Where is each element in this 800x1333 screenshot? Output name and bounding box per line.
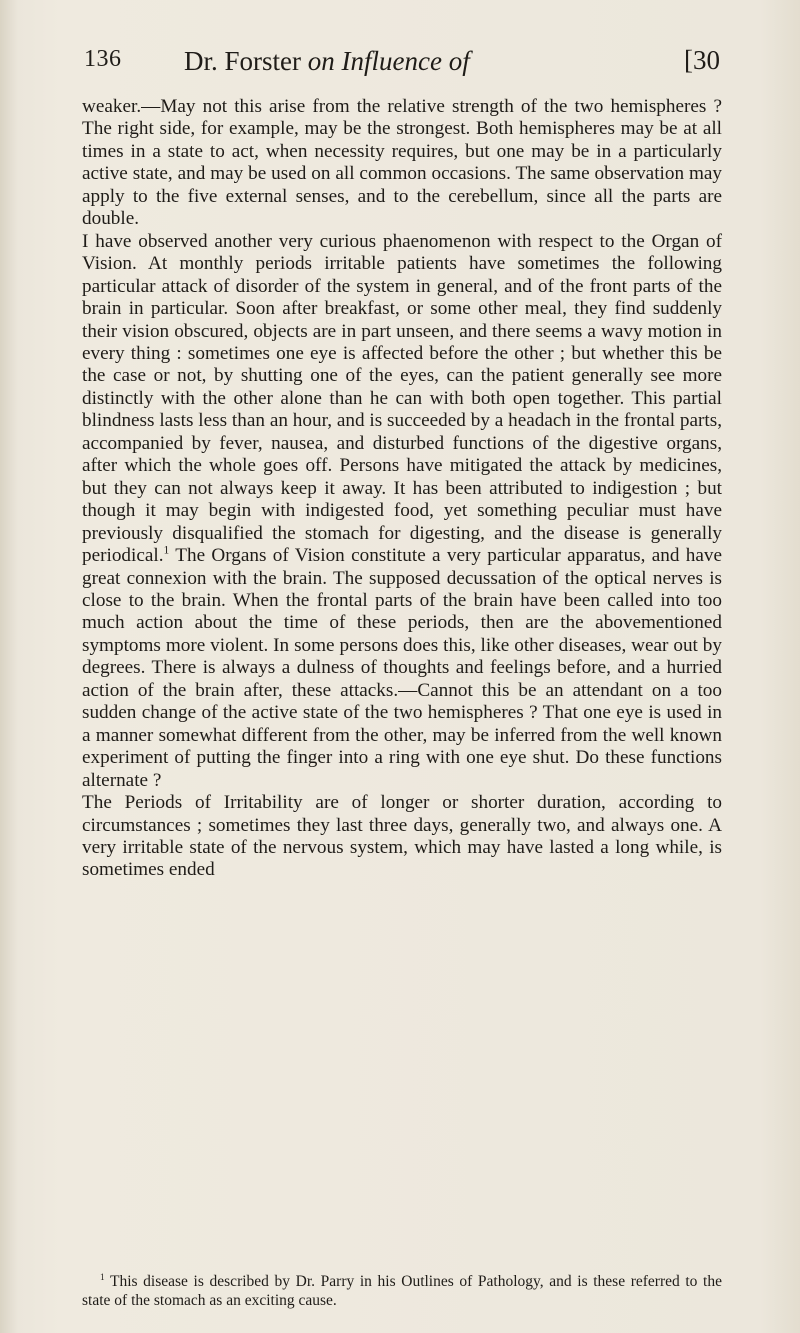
footnote (82, 1272, 722, 1310)
paragraph-2 (82, 231, 722, 792)
body-text (82, 96, 722, 882)
running-title (184, 46, 470, 77)
paragraph-3: The Periods of Irritability are of longer or shorter duration, according to circumstances ; sometimes they last three days, generally two, and always one. A very irritable state of the nervous system, which may have lasted a long while, is sometimes ended (82, 792, 722, 881)
footnote-reference[interactable]: 1 (163, 544, 170, 557)
paragraph-1: weaker.—May not this arise from the relative strength of the two hemispheres ? The right side, for example, may be the strongest. Both hemispheres may be at all times in a state to act, when necessity requires, but one may be in a particularly active state, and may be used on all common occasions. The same observation may apply to the five external senses, and to the cerebellum, since all the parts are double. (82, 96, 722, 230)
page-number: 136 (84, 46, 122, 72)
paragraph-2-continued: The Organs of Vision constitute a very particular apparatus, and have great connexion with the brain. The supposed decussation of the optical nerves is close to the brain. When the frontal parts of the brain have been called into too much action about the time of these periods, then are the abovementioned symptoms more violent. In some persons does this, like other diseases, wear out by degrees. There is always a dulness of thoughts and feelings before, and a hurried action of the brain after, these attacks.—Cannot this be an attendant on a too sudden change of the active state of the two hemispheres ? That one eye is used in a manner somewhat different from the other, may be inferred from the well known experiment of putting the finger into a ring with one eye shut. Do these functions alternate ? (82, 545, 722, 791)
bracket-page-number: [30 (684, 45, 720, 75)
footnote-paragraph (82, 1272, 722, 1310)
running-title-prefix: Dr. Forster (184, 46, 308, 76)
footnote-text: This disease is described by Dr. Parry in his Outlines of Pathology, and is these referred to the state of the stomach as an exciting cause. (82, 1273, 722, 1309)
running-head (84, 46, 720, 86)
footnote-marker: 1 (100, 1272, 105, 1283)
running-title-italic: on Influence of (307, 46, 470, 76)
paragraph-2-text: I have observed another very curious phaenomenon with respect to the Organ of Vision. At monthly periods irritable patients have sometimes the following particular attack of disorder of the system in general, and of the front parts of the brain in particular. Soon after breakfast, or some other meal, they find suddenly their vision obscured, objects are in part unseen, and there seems a wavy motion in every thing : sometimes one eye is affected before the other ; but whether this be the case or not, by shutting one of the eyes, can the patient generally see more distinctly with the other alone than he can with both open together. This partial blindness lasts less than an hour, and is succeeded by a headach in the frontal parts, accompanied by fever, nausea, and disturbed functions of the digestive organs, after which the whole goes off. Persons have mitigated the attack by medicines, but they can not always keep it away. It has been attributed to indigestion ; but though it may begin with indigested food, yet something peculiar must have previously disqualified the stomach for digesting, and the disease is generally periodical. (82, 230, 722, 567)
